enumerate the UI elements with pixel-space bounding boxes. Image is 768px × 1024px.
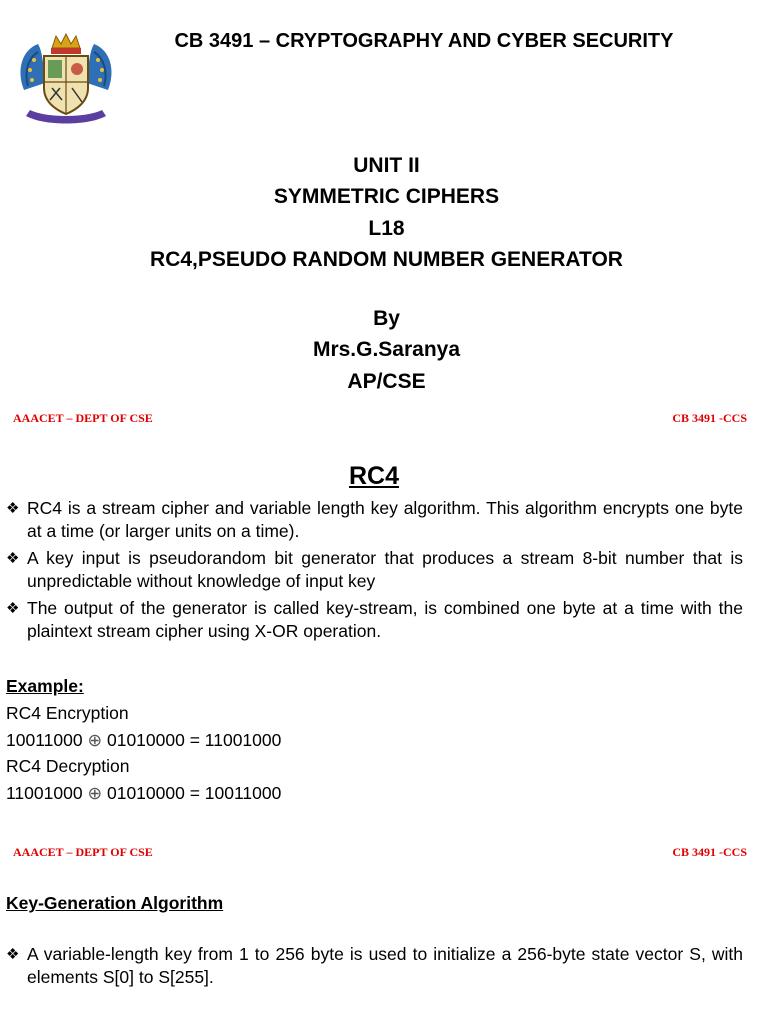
lecture-number: L18 xyxy=(368,217,405,240)
lecture-subject: RC4,PSEUDO RANDOM NUMBER GENERATOR xyxy=(150,248,623,271)
decryption-label: RC4 Decryption xyxy=(6,756,130,776)
rc4-heading: RC4 xyxy=(348,462,399,490)
author-designation: AP/CSE xyxy=(347,370,426,393)
bullet-text: The output of the generator is called key-stream, is combined one byte at a time with the plaintext stream cipher using X-OR operation. xyxy=(27,598,743,641)
xor-symbol: ⊕ xyxy=(87,783,103,803)
xor-symbol: ⊕ xyxy=(87,730,103,750)
equation-result: 01010000 = 10011000 xyxy=(106,783,282,803)
course-title: CB 3491 – CRYPTOGRAPHY AND CYBER SECURITY xyxy=(174,30,674,52)
by-label: By xyxy=(373,307,400,330)
footer-department: AAACET – DEPT OF CSE xyxy=(13,411,153,425)
equation-operand: 11001000 xyxy=(6,783,83,803)
diamond-bullet-icon: ❖ xyxy=(6,946,20,963)
keygen-heading: Key-Generation Algorithm xyxy=(6,893,224,913)
diamond-bullet-icon: ❖ xyxy=(6,600,20,617)
rc4-bullet-2 xyxy=(6,547,743,593)
keygen-bullet-1 xyxy=(6,943,743,989)
rc4-bullet-1 xyxy=(6,497,743,543)
rc4-bullet-3 xyxy=(6,597,743,643)
equation-result: 01010000 = 11001000 xyxy=(106,730,282,750)
decryption-equation xyxy=(6,782,281,804)
bullet-text: A key input is pseudorandom bit generator that produces a stream 8-bit number that is unpredictable without knowledge of input key xyxy=(27,548,743,591)
example-label: Example: xyxy=(6,676,84,696)
encryption-label: RC4 Encryption xyxy=(6,703,129,723)
author-name: Mrs.G.Saranya xyxy=(312,338,461,361)
footer-department: AAACET – DEPT OF CSE xyxy=(13,845,153,859)
college-crest-logo xyxy=(14,30,118,128)
topic-title: SYMMETRIC CIPHERS xyxy=(273,185,500,208)
encryption-equation xyxy=(6,729,281,751)
diamond-bullet-icon: ❖ xyxy=(6,500,20,517)
footer-course-code: CB 3491 -CCS xyxy=(672,845,747,859)
diamond-bullet-icon: ❖ xyxy=(6,550,20,567)
equation-operand: 10011000 xyxy=(6,730,83,750)
bullet-text: RC4 is a stream cipher and variable length key algorithm. This algorithm encrypts one byte at a time (or larger units on a time). xyxy=(27,498,743,541)
unit-title: UNIT II xyxy=(353,154,420,177)
bullet-text: A variable-length key from 1 to 256 byte is used to initialize a 256-byte state vector S, with elements S[0] to S[255]. xyxy=(27,944,743,987)
footer-course-code: CB 3491 -CCS xyxy=(672,411,747,425)
